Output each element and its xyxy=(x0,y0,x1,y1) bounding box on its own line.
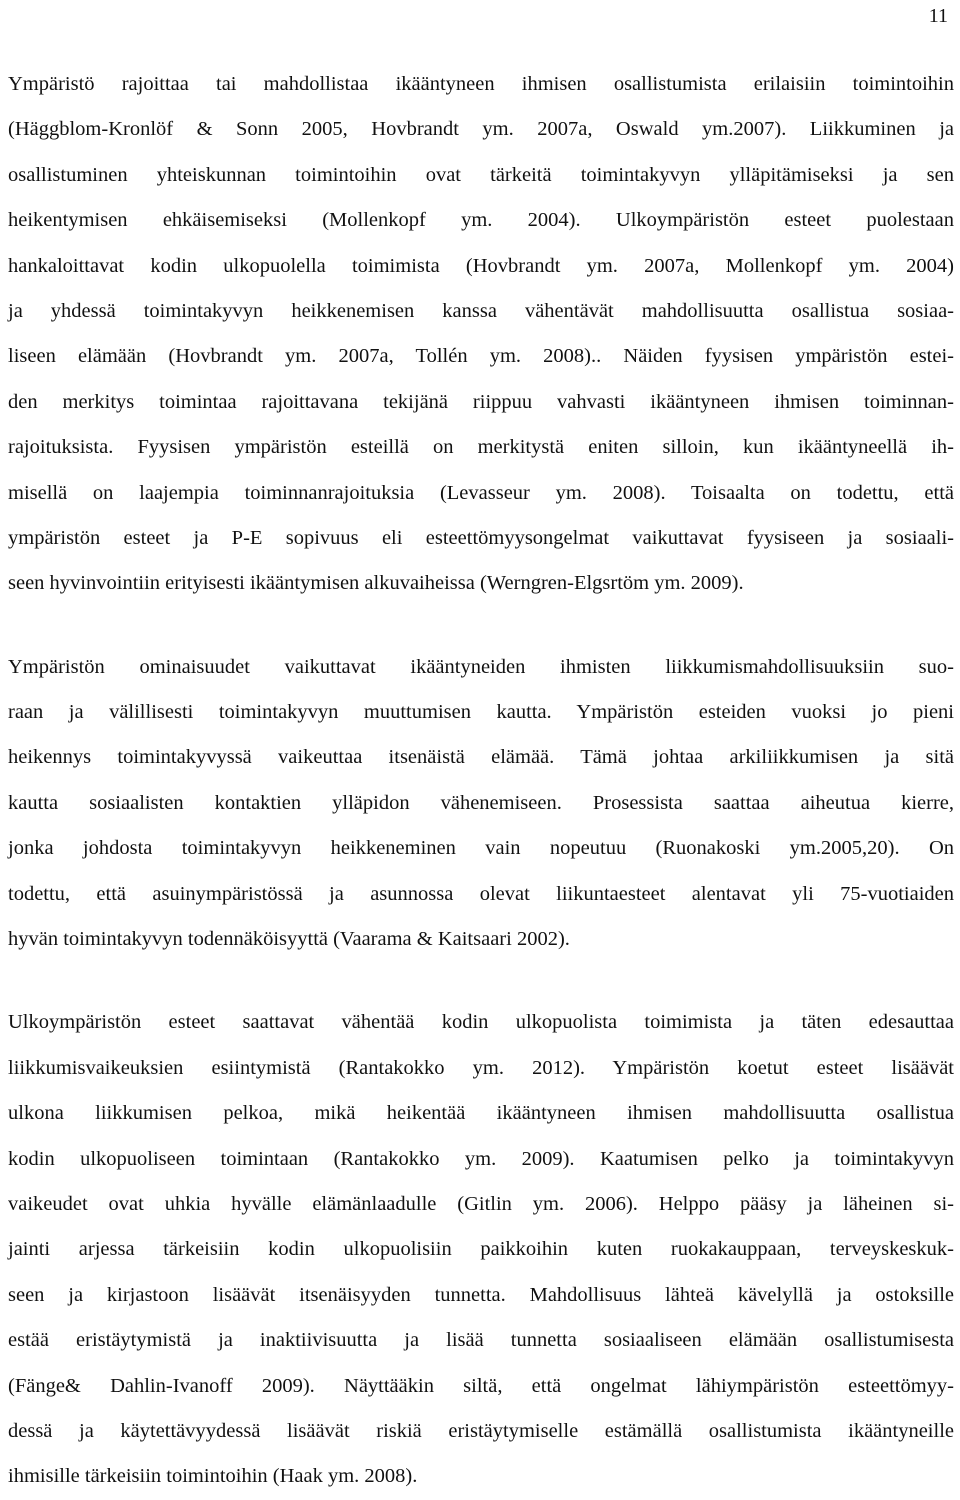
text-line: heikennys toimintakyvyssä vaikeuttaa itsenäistä elämää. Tämä johtaa arkiliikkumisen ja sitä xyxy=(8,746,954,769)
text-line: (Fänge& Dahlin-Ivanoff 2009). Näyttääkin siltä, että ongelmat lähiympäristön esteettömyy- xyxy=(8,1374,954,1397)
text-line: vaikeudet ovat uhkia hyvälle elämänlaadulle (Gitlin ym. 2006). Helppo pääsy ja läheinen si- xyxy=(8,1192,954,1215)
text-line: estää eristäytymistä ja inaktiivisuutta ja lisää tunnetta sosiaaliseen elämään osallistumisesta xyxy=(8,1329,954,1352)
text-line: hankaloittavat kodin ulkopuolella toimimista (Hovbrandt ym. 2007a, Mollenkopf ym. 2004) xyxy=(8,254,954,277)
text-line: seen ja kirjastoon lisäävät itsenäisyyden tunnetta. Mahdollisuus lähteä kävelyllä ja ostoksille xyxy=(8,1283,954,1306)
page-number: 11 xyxy=(928,5,948,27)
paragraph-spacer xyxy=(8,607,954,645)
text-line: heikentymisen ehkäisemiseksi (Mollenkopf ym. 2004). Ulkoympäristön esteet puolestaan xyxy=(8,209,954,232)
paragraph-2 xyxy=(8,645,954,963)
text-line: kodin ulkopuoliseen toimintaan (Rantakokko ym. 2009). Kaatumisen pelko ja toimintakyvyn xyxy=(8,1147,954,1170)
text-line: todettu, että asuinympäristössä ja asunnossa olevat liikuntaesteet alentavat yli 75-vuotiaiden xyxy=(8,882,954,905)
text-line: ja yhdessä toimintakyvyn heikkenemisen kanssa vähentävät mahdollisuutta osallistua sosiaa- xyxy=(8,299,954,322)
text-line: Ympäristön ominaisuudet vaikuttavat ikääntyneiden ihmisten liikkumismahdollisuuksiin suo- xyxy=(8,655,954,678)
text-line: jainti arjessa tärkeisiin kodin ulkopuolisiin paikkoihin kuten ruokakauppaan, terveyskeskuk- xyxy=(8,1238,954,1261)
text-line: kautta sosiaalisten kontaktien ylläpidon vähenemiseen. Prosessista saattaa aiheutua kierre, xyxy=(8,791,954,814)
paragraph-spacer xyxy=(8,962,954,1000)
paragraph-1 xyxy=(8,62,954,607)
text-line: ulkona liikkumisen pelkoa, mikä heikentää ikääntyneen ihmisen mahdollisuutta osallistua xyxy=(8,1102,954,1125)
text-line: liseen elämään (Hovbrandt ym. 2007a, Tollén ym. 2008).. Näiden fyysisen ympäristön estei- xyxy=(8,345,954,368)
text-line: den merkitys toimintaa rajoittavana tekijänä riippuu vahvasti ikääntyneen ihmisen toiminnan- xyxy=(8,390,954,413)
text-line: dessä ja käytettävyydessä lisäävät riskiä eristäytymiselle estämällä osallistumista ikääntyneille xyxy=(8,1419,954,1442)
text-line: liikkumisvaikeuksien esiintymistä (Rantakokko ym. 2012). Ympäristön koetut esteet lisäävät xyxy=(8,1056,954,1079)
text-line: osallistuminen yhteiskunnan toimintoihin ovat tärkeitä toimintakyvyn ylläpitämiseksi ja sen xyxy=(8,163,954,186)
text-line: raan ja välillisesti toimintakyvyn muuttumisen kautta. Ympäristön esteiden vuoksi jo pieni xyxy=(8,701,954,724)
text-line: Ulkoympäristön esteet saattavat vähentää kodin ulkopuolista toimimista ja täten edesauttaa xyxy=(8,1011,954,1034)
text-line: rajoituksista. Fyysisen ympäristön esteillä on merkitystä eniten silloin, kun ikääntyneellä ih- xyxy=(8,436,954,459)
text-line: Ympäristö rajoittaa tai mahdollistaa ikääntyneen ihmisen osallistumista erilaisiin toimintoihin xyxy=(8,73,954,95)
text-line: ympäristön esteet ja P-E sopivuus eli esteettömyysongelmat vaikuttavat fyysiseen ja sosiaali- xyxy=(8,526,954,549)
page-body xyxy=(8,62,954,1500)
text-line: (Häggblom-Kronlöf & Sonn 2005, Hovbrandt ym. 2007a, Oswald ym.2007). Liikkuminen ja xyxy=(8,118,954,141)
text-line: misellä on laajempia toiminnanrajoituksia (Levasseur ym. 2008). Toisaalta on todettu, että xyxy=(8,481,954,504)
text-line: seen hyvinvointiin erityisesti ikääntymisen alkuvaiheissa (Werngren-Elgsrtöm ym. 2009). xyxy=(8,572,744,595)
text-line: jonka johdosta toimintakyvyn heikkeneminen vain nopeutuu (Ruonakoski ym.2005,20). On xyxy=(8,837,954,860)
text-line: ihmisille tärkeisiin toimintoihin (Haak ym. 2008). xyxy=(8,1465,418,1488)
text-line: hyvän toimintakyvyn todennäköisyyttä (Vaarama & Kaitsaari 2002). xyxy=(8,928,570,951)
paragraph-3 xyxy=(8,1000,954,1499)
